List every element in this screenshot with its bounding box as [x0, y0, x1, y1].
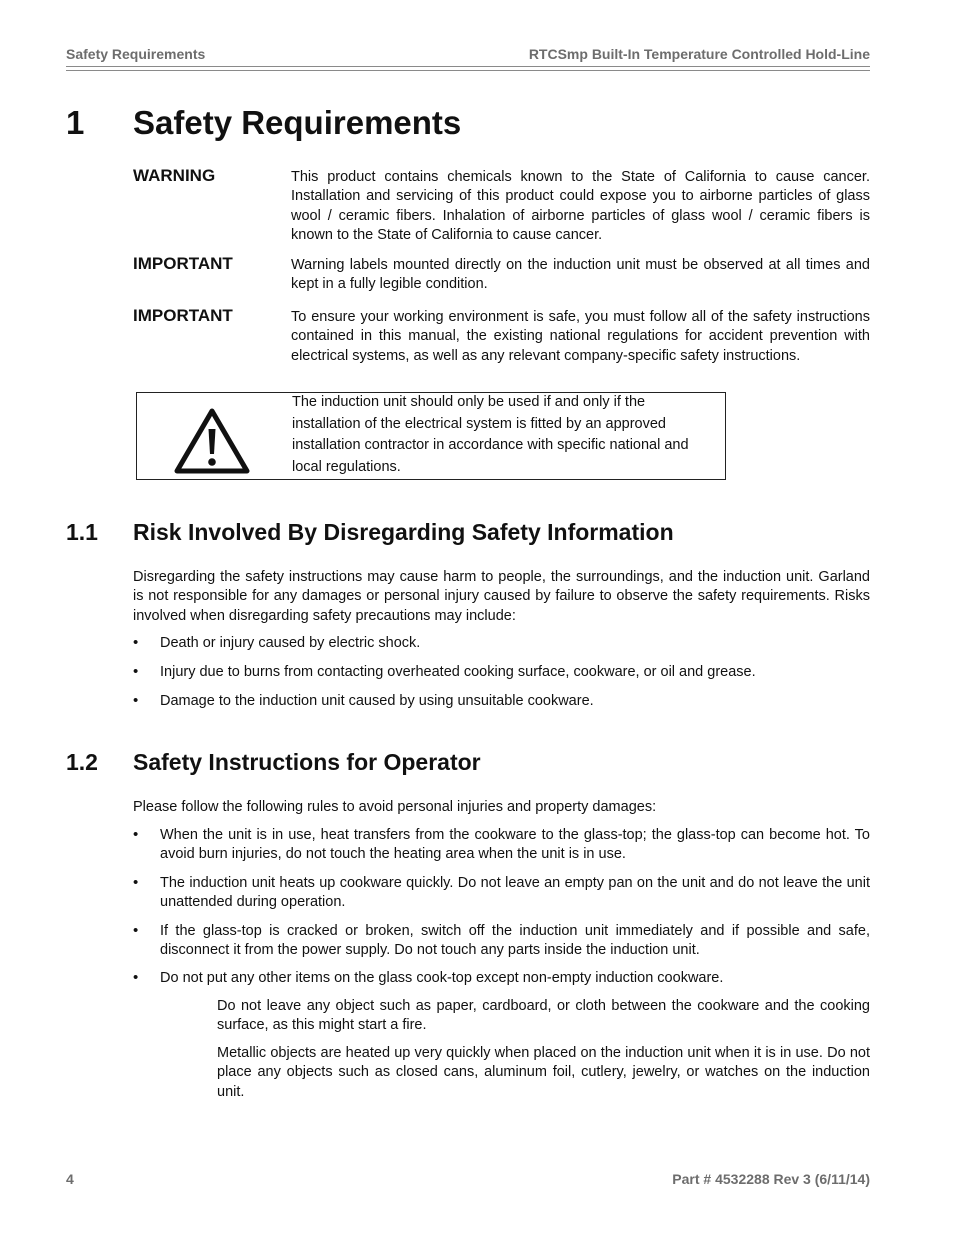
page-title: Safety Requirements — [133, 104, 462, 141]
header-rule-top — [66, 66, 870, 67]
important-text: Warning labels mounted directly on the induction unit must be observed at all times and kept in a fully legible condition. — [291, 257, 870, 293]
list-item: Damage to the induction unit caused by using unsuitable cookware. — [160, 693, 594, 709]
section-intro: Disregarding the safety instructions may cause harm to people, the surroundings, and the induction unit. Garland is not responsible for any damages or personal injury caused by failure to observe the safety requirements. Risks involved when disregarding safety precautions may include: — [133, 569, 870, 624]
warning-label: WARNING — [133, 166, 216, 185]
bullet-icon: • — [133, 874, 139, 891]
section-heading: Safety Instructions for Operator — [133, 749, 481, 775]
sub-paragraph: Metallic objects are heated up very quickly when placed on the induction unit when it is in use. Do not place any objects such as closed cans, aluminum foil, cutlery, jewelry, or watches on the induction unit. — [217, 1045, 870, 1100]
bullet-icon: • — [133, 826, 139, 843]
list-item: If the glass-top is cracked or broken, switch off the induction unit immediately and if possible and safe, disconnect it from the power supply. Do not touch any parts inside the induction unit. — [160, 923, 870, 959]
page-number: 4 — [66, 1171, 74, 1187]
important-label: IMPORTANT — [133, 306, 233, 325]
list-item: Do not put any other items on the glass cook-top except non-empty induction cookware. — [160, 970, 724, 986]
running-header-left: Safety Requirements — [66, 46, 206, 62]
list-item: When the unit is in use, heat transfers from the cookware to the glass-top; the glass-top can become hot. To avoid burn injuries, do not touch the heating area when the unit is in use. — [160, 827, 870, 863]
section-number: 1.2 — [66, 749, 98, 775]
part-number: Part # 4532288 Rev 3 (6/11/14) — [672, 1171, 870, 1187]
important-label: IMPORTANT — [133, 254, 233, 273]
list-item: Death or injury caused by electric shock. — [160, 635, 421, 651]
warning-triangle-icon — [174, 407, 250, 475]
warning-box-line: The induction unit should only be used if and only if the — [292, 394, 646, 410]
warning-text: This product contains chemicals known to the State of California to cause cancer. Installation and servicing of this product could expose you to airborne particles of glass wool / ceramic fibers. Inhalation of airborne particles of glass wool / ceramic fibers is known to the State of California to cause cancer. — [291, 169, 870, 243]
section-number: 1.1 — [66, 519, 98, 545]
bullet-icon: • — [133, 969, 139, 986]
bullet-icon: • — [133, 922, 139, 939]
bullet-icon: • — [133, 634, 139, 651]
bullet-icon: • — [133, 663, 139, 680]
section-heading: Risk Involved By Disregarding Safety Information — [133, 519, 674, 545]
warning-box-text — [292, 392, 717, 479]
list-item: Injury due to burns from contacting overheated cooking surface, cookware, or oil and grease. — [160, 664, 756, 680]
section-intro: Please follow the following rules to avoid personal injuries and property damages: — [133, 799, 657, 815]
bullet-icon: • — [133, 692, 139, 709]
header-rule-bottom — [66, 70, 870, 71]
warning-box-line: installation of the electrical system is fitted by an approved — [292, 415, 666, 432]
warning-box-line: installation contractor in accordance with specific national and — [292, 437, 689, 454]
running-header-right: RTCSmp Built-In Temperature Controlled Hold-Line — [528, 46, 870, 62]
warning-box-line: local regulations. — [292, 459, 401, 476]
sub-paragraph: Do not leave any object such as paper, cardboard, or cloth between the cookware and the cooking surface, as this might start a fire. — [217, 998, 870, 1034]
list-item: The induction unit heats up cookware quickly. Do not leave an empty pan on the unit and do not leave the unit unattended during operation. — [160, 875, 870, 911]
important-text: To ensure your working environment is safe, you must follow all of the safety instructions contained in this manual, the existing national regulations for accident prevention with electrical systems, as well as any relevant company-specific safety instructions. — [291, 309, 870, 364]
section-number: 1 — [66, 104, 85, 141]
